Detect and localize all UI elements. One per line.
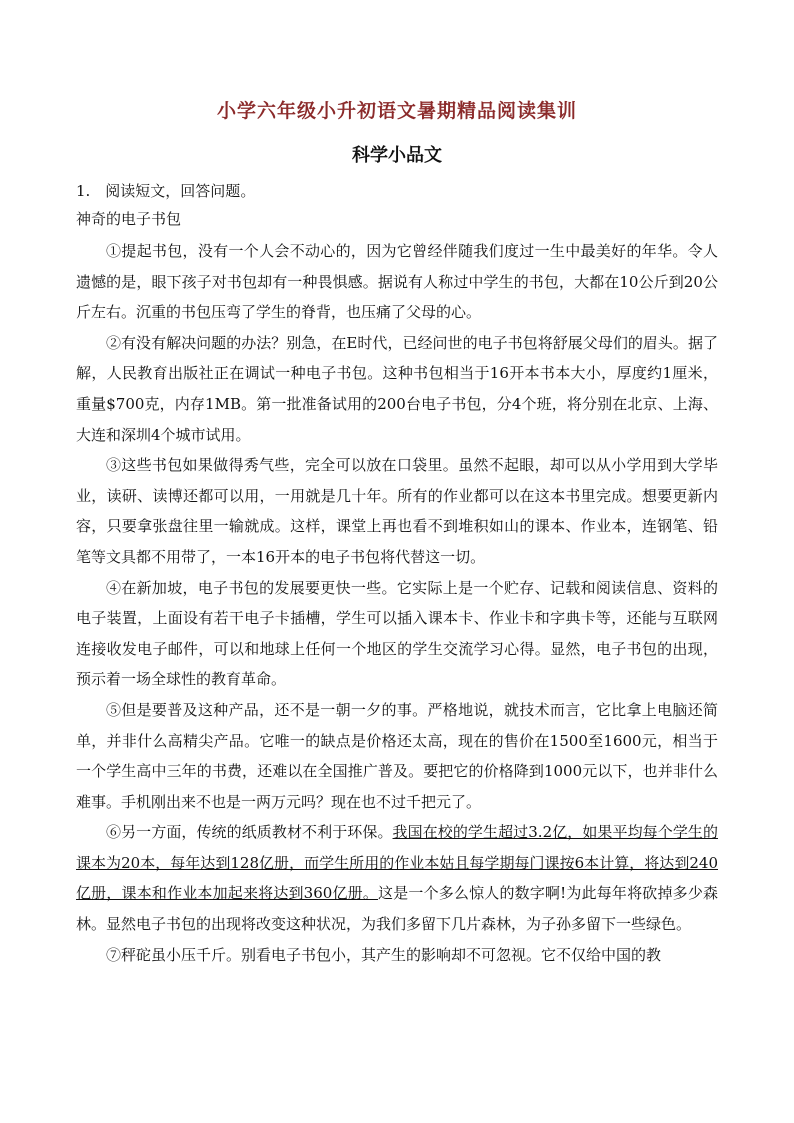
paragraph-4: ④在新加坡，电子书包的发展要更快一些。它实际上是一个贮存、记载和阅读信息、资料的电子装置，上面设有若干电子卡插槽，学生可以插入课本卡、作业卡和字典卡等，还能与互联网连接收发电子邮件，可以和地球上任何一个地区的学生交流学习心得。显然，电子书包的出现，预示着一场全球性的教育革命。 [76,578,718,689]
passage-body [76,236,718,970]
paragraph-6-tail: 这是一个多么惊人的数字啊!为此每年将砍掉多少森林。显然电子书包的出现将改变这种状况，为我们多留下几片森林，为子孙多留下一些绿色。 [76,884,718,934]
paragraph-2: ②有没有解决问题的办法？别急，在E时代，已经问世的电子书包将舒展父母们的眉头。据了解，人民教育出版社正在调试一种电子书包。这种书包相当于16开本书本大小，厚度约1厘米，重量$700克，内存1MB。第一批准备试用的200台电子书包，分4个班，将分别在北京、上海、大连和深圳4个城市试用。 [76,333,718,444]
underlined-sentence: 我国在校的学生超过3.2亿，如果平均每个学生的课本为20本，每年达到128亿册，而学生所用的作业本姑且每学期每门课按6本计算，将达到240亿册，课本和作业本加起来将达到360亿册。 [76,823,718,903]
section-subtitle: 科学小品文 [352,145,442,166]
paragraph-6 [76,817,718,939]
paragraph-1: ①提起书包，没有一个人会不动心的，因为它曾经伴随我们度过一生中最美好的年华。令人遗憾的是，眼下孩子对书包却有一种畏惧感。据说有人称过中学生的书包，大都在10公斤到20公斤左右。沉重的书包压弯了学生的脊背，也压痛了父母的心。 [76,242,718,322]
paragraph-5: ⑤但是要普及这种产品，还不是一朝一夕的事。严格地说，就技术而言，它比拿上电脑还简单，并非什么高精尖产品。它唯一的缺点是价格还太高，现在的售价在1500至1600元，相当于一个学生高中三年的书费，还难以在全国推广普及。要把它的价格降到1000元以下，也并非什么难事。手机刚出来不也是一两万元吗？现在也不过千把元了。 [76,700,718,811]
paragraph-6-lead: ⑥另一方面，传统的纸质教材不利于环保。 [106,823,393,842]
paragraph-7: ⑦秤砣虽小压千斤。别看电子书包小，其产生的影响却不可忽视。它不仅给中国的教 [106,945,662,964]
question-prompt: 1. 阅读短文，回答问题。 [76,182,256,200]
document-title: 小学六年级小升初语文暑期精品阅读集训 [216,100,577,122]
passage-title: 神奇的电子书包 [76,210,182,228]
paragraph-3: ③这些书包如果做得秀气些，完全可以放在口袋里。虽然不起眼，却可以从小学用到大学毕业，读研、读博还都可以用，一用就是几十年。所有的作业都可以在这本书里完成。想要更新内容，只要拿张盘往里一输就成。这样，课堂上再也看不到堆积如山的课本、作业本，连钢笔、铅笔等文具都不用带了，一本16开本的电子书包将代替这一切。 [76,456,718,566]
